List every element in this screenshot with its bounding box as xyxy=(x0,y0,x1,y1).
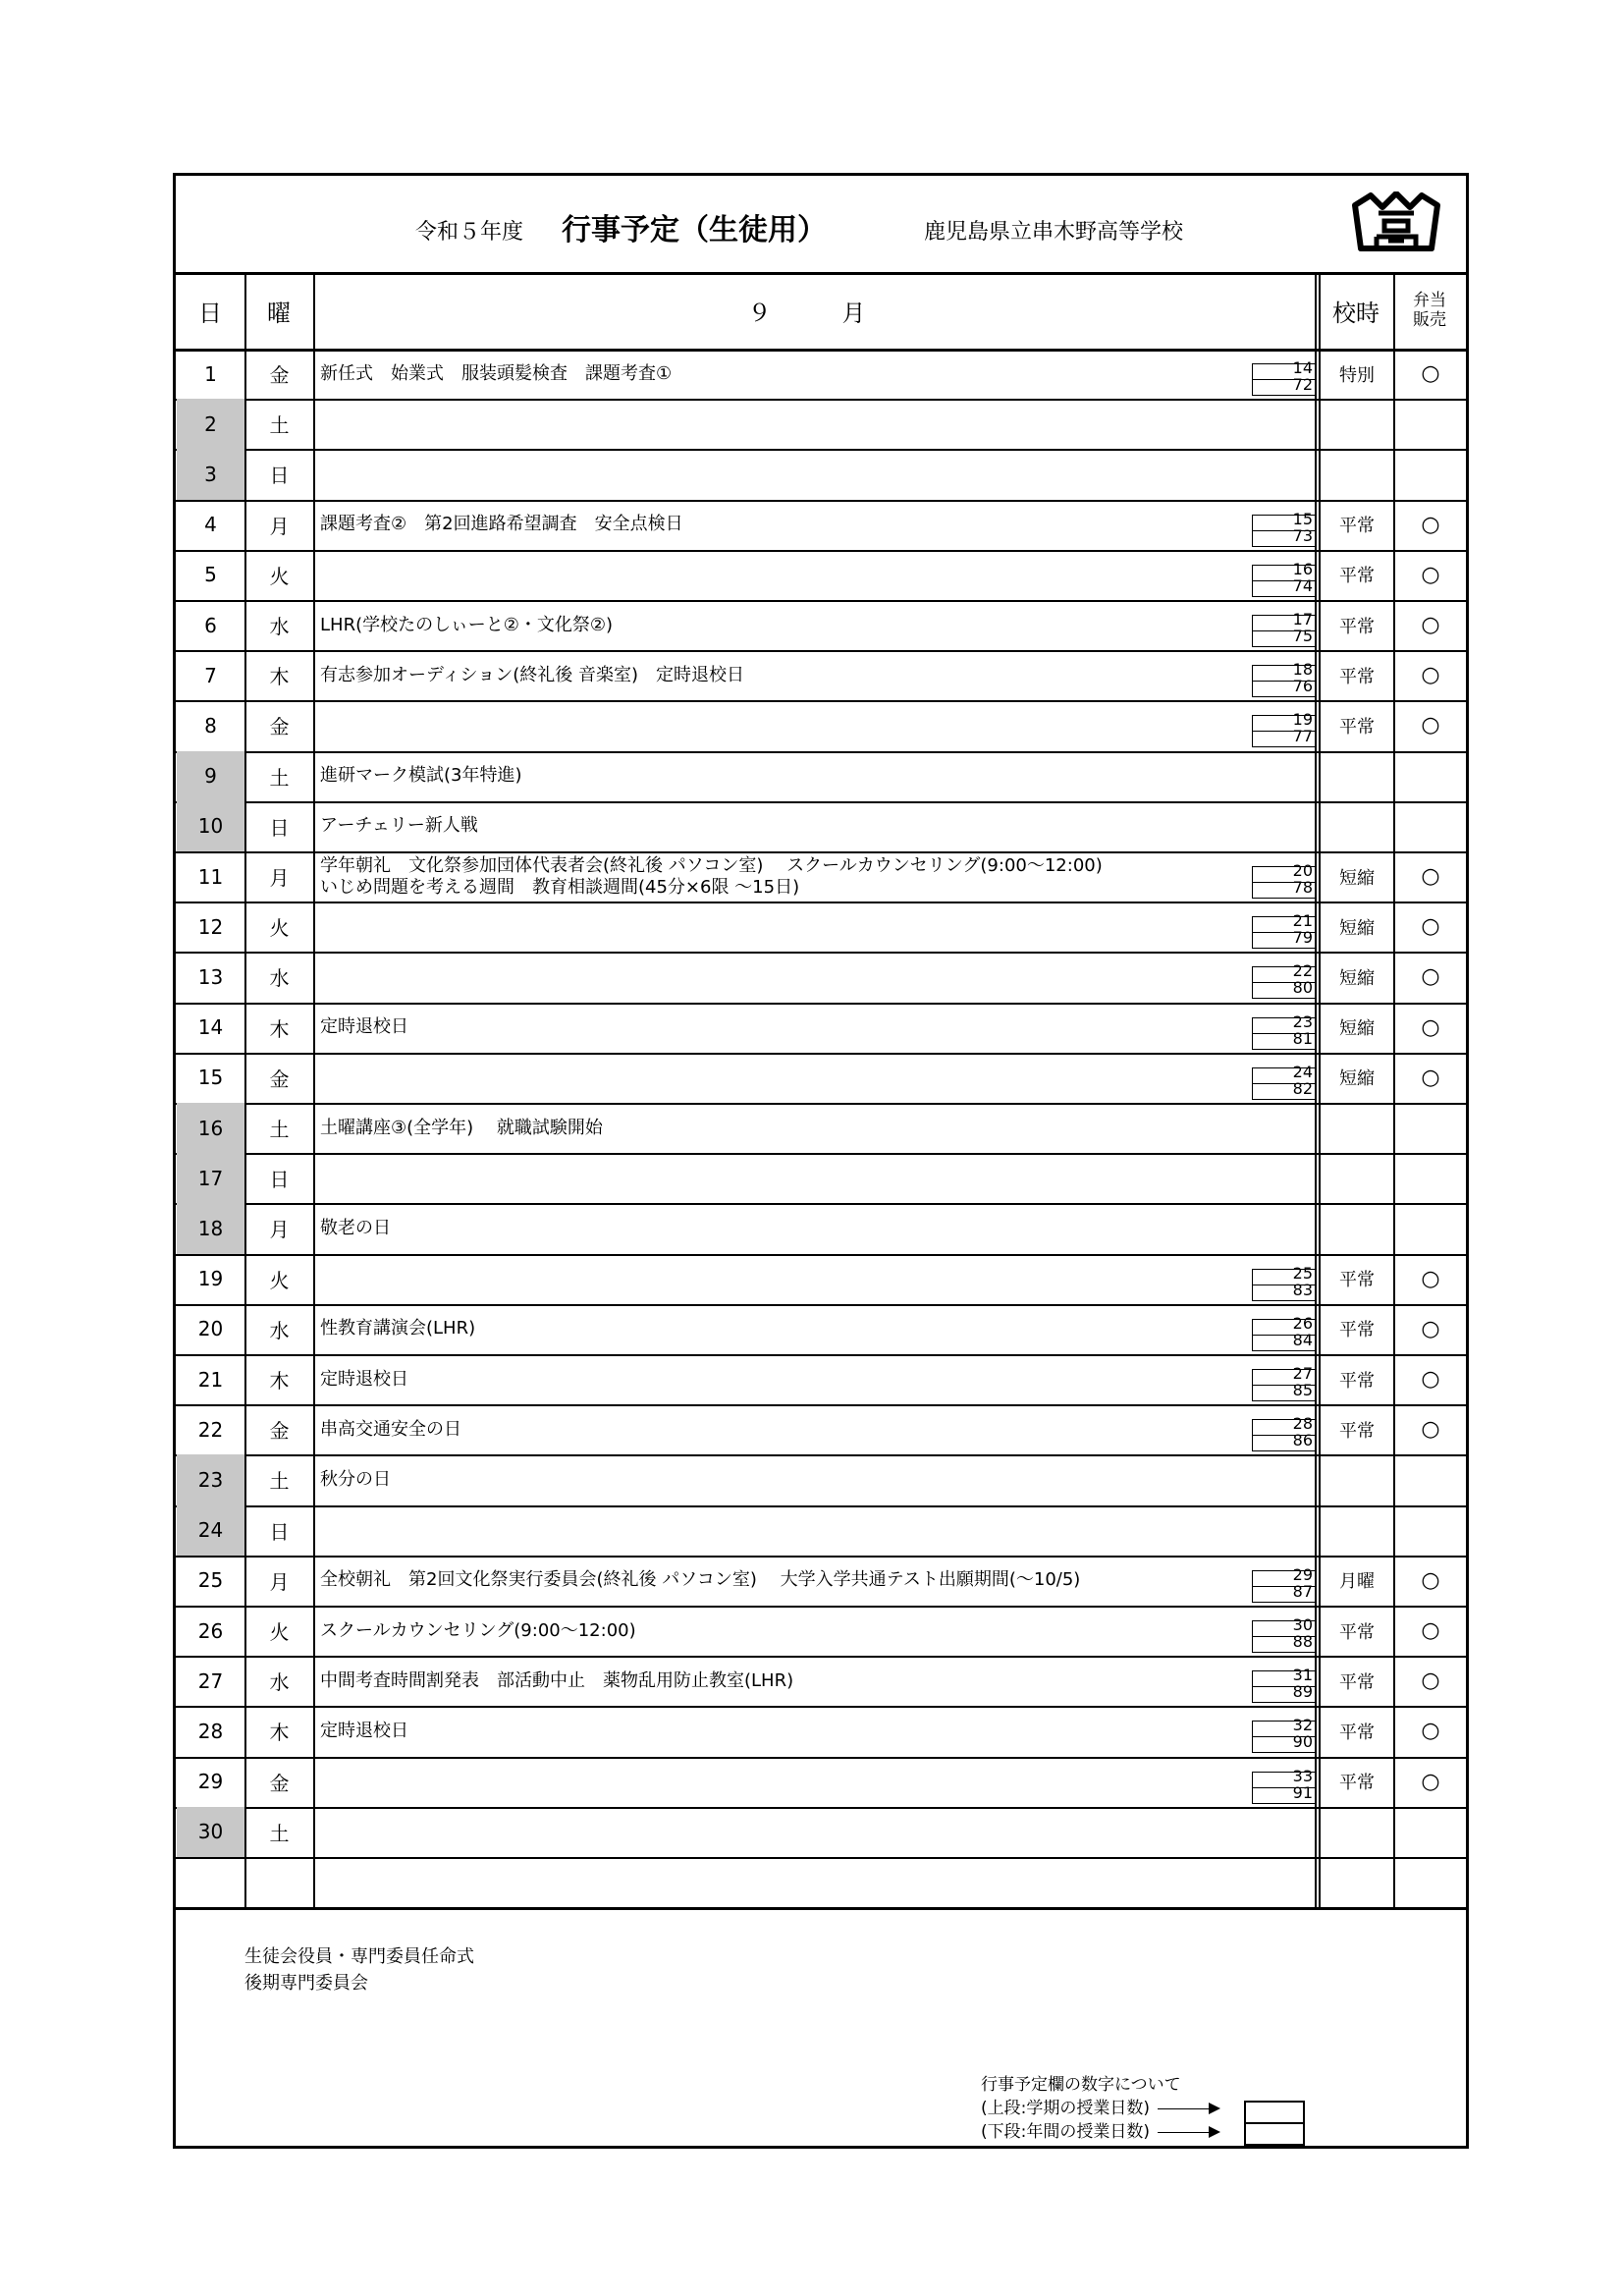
weekday-cell: 火 xyxy=(269,1268,290,1292)
year-lesson-days: 89 xyxy=(1292,1682,1313,1702)
bento-cell: ○ xyxy=(1421,562,1440,587)
term-lesson-days: 27 xyxy=(1292,1364,1313,1383)
event-text: スクールカウンセリング(9:00～12:00) xyxy=(320,1619,636,1641)
header-weekday: 曜 xyxy=(267,299,291,327)
note-item: 生徒会役員・専門委員任命式 xyxy=(244,1946,474,1967)
event-cell xyxy=(314,1254,1315,1304)
schedule-cell: 月曜 xyxy=(1339,1571,1375,1593)
era-label: 令和５年度 xyxy=(415,220,524,245)
year-lesson-days: 73 xyxy=(1292,525,1313,545)
schedule-cell: 平常 xyxy=(1339,566,1375,587)
weekday-cell: 日 xyxy=(269,1519,290,1544)
day-cell: 22 xyxy=(197,1417,224,1442)
event-text: LHR(学校たのしぃーと②・文化祭②) xyxy=(320,614,614,635)
term-lesson-days: 29 xyxy=(1292,1564,1313,1584)
weekday-cell: 日 xyxy=(269,464,290,488)
bento-cell: ○ xyxy=(1421,512,1440,537)
event-text: 定時退校日 xyxy=(320,1720,408,1741)
event-cell xyxy=(314,1354,1315,1404)
lesson-day-counter xyxy=(1252,559,1317,598)
weekday-cell: 月 xyxy=(269,866,290,891)
bento-cell: ○ xyxy=(1421,1618,1440,1644)
schedule-cell: 平常 xyxy=(1339,1773,1375,1794)
bento-cell: ○ xyxy=(1421,713,1440,738)
page-title: 行事予定（生徒用） xyxy=(562,213,827,247)
lesson-day-counter xyxy=(1252,1011,1317,1051)
title-bar xyxy=(176,176,1466,272)
event-cell xyxy=(314,751,1315,801)
event-cell xyxy=(314,500,1315,550)
event-text: 有志参加オーディション(終礼後 音楽室) 定時退校日 xyxy=(320,664,744,685)
day-cell: 11 xyxy=(197,864,224,889)
day-cell: 27 xyxy=(197,1668,224,1693)
lesson-day-counter xyxy=(1252,509,1317,548)
year-lesson-days: 90 xyxy=(1292,1732,1313,1752)
bento-cell: ○ xyxy=(1421,361,1440,387)
lesson-day-counter xyxy=(1252,1414,1317,1452)
schedule-cell: 短縮 xyxy=(1339,1018,1375,1040)
event-cell xyxy=(314,1706,1315,1756)
term-lesson-days: 28 xyxy=(1292,1414,1313,1434)
schedule-cell: 平常 xyxy=(1339,716,1375,738)
year-lesson-days: 78 xyxy=(1292,878,1313,897)
event-text: 課題考査② 第2回進路希望調査 安全点検日 xyxy=(320,514,683,535)
event-cell xyxy=(314,952,1315,1002)
lesson-day-counter xyxy=(1252,1062,1317,1101)
day-cell: 24 xyxy=(177,1505,244,1556)
term-lesson-days: 31 xyxy=(1292,1666,1313,1685)
weekday-cell: 金 xyxy=(269,363,290,388)
schedule-cell xyxy=(1321,1103,1393,1153)
schedule-cell: 短縮 xyxy=(1339,967,1375,989)
bento-cell: ○ xyxy=(1421,1567,1440,1593)
day-cell: 13 xyxy=(197,964,224,989)
term-lesson-days: 21 xyxy=(1292,911,1313,931)
schedule-cell xyxy=(1321,801,1393,851)
event-cell xyxy=(314,700,1315,750)
day-cell: 19 xyxy=(197,1267,224,1291)
bento-cell: ○ xyxy=(1421,613,1440,638)
day-cell: 17 xyxy=(177,1153,244,1203)
weekday-cell: 金 xyxy=(269,1066,290,1091)
weekday-cell: 水 xyxy=(269,966,290,991)
schedule-cell: 特別 xyxy=(1339,364,1375,386)
bento-cell xyxy=(1395,1153,1466,1203)
day-cell: 2 xyxy=(177,399,244,449)
day-cell: 30 xyxy=(177,1807,244,1857)
day-cell: 16 xyxy=(177,1103,244,1153)
schedule-cell: 平常 xyxy=(1339,666,1375,687)
bento-cell: ○ xyxy=(1421,1065,1440,1090)
weekday-cell: 金 xyxy=(269,1419,290,1444)
lesson-day-counter xyxy=(1252,1564,1317,1604)
schedule-cell: 短縮 xyxy=(1339,1068,1375,1090)
schedule-cell: 平常 xyxy=(1339,516,1375,537)
bento-cell xyxy=(1395,1103,1466,1153)
bento-cell xyxy=(1395,751,1466,801)
year-lesson-days: 88 xyxy=(1292,1632,1313,1651)
schedule-sheet xyxy=(173,173,1469,2149)
school-emblem-icon xyxy=(1349,191,1443,258)
bento-cell: ○ xyxy=(1421,914,1440,940)
event-cell xyxy=(314,851,1315,902)
weekday-cell xyxy=(245,1857,313,1907)
weekday-cell: 水 xyxy=(269,1670,290,1695)
day-cell xyxy=(177,1857,244,1907)
header-bento-line2: 販売 xyxy=(1413,310,1446,330)
legend-upper: (上段:学期の授業日数) xyxy=(981,2099,1150,2118)
schedule-cell xyxy=(1321,1203,1393,1253)
event-cell xyxy=(314,650,1315,700)
event-text: 串高交通安全の日 xyxy=(320,1418,461,1440)
lesson-day-counter xyxy=(1252,911,1317,950)
weekday-cell: 木 xyxy=(269,1721,290,1745)
lesson-day-counter xyxy=(1252,861,1317,900)
term-lesson-days: 32 xyxy=(1292,1716,1313,1735)
event-cell xyxy=(314,1757,1315,1807)
legend-count-box xyxy=(1244,2101,1305,2146)
event-cell xyxy=(314,1857,1315,1907)
bento-cell xyxy=(1395,449,1466,499)
event-text: 進研マーク模試(3年特進) xyxy=(320,765,522,787)
bento-cell xyxy=(1395,399,1466,449)
event-cell xyxy=(314,1103,1315,1153)
schedule-cell: 短縮 xyxy=(1339,917,1375,939)
event-text: いじめ問題を考える週間 教育相談週間(45分×6限 ～15日) xyxy=(320,876,800,898)
note-item: 後期専門委員会 xyxy=(244,1973,368,1994)
weekday-cell: 土 xyxy=(269,413,290,438)
event-text: 学年朝礼 文化祭参加団体代表者会(終礼後 パソコン室) スクールカウンセリング(9:00～12:00) xyxy=(320,854,1103,876)
event-text: 定時退校日 xyxy=(320,1016,408,1038)
bento-cell xyxy=(1395,1454,1466,1504)
bento-cell xyxy=(1395,1203,1466,1253)
lesson-day-counter xyxy=(1252,1766,1317,1805)
term-lesson-days: 26 xyxy=(1292,1313,1313,1333)
weekday-cell: 月 xyxy=(269,514,290,538)
year-lesson-days: 75 xyxy=(1292,627,1313,645)
schedule-cell: 平常 xyxy=(1339,1621,1375,1643)
year-lesson-days: 77 xyxy=(1292,727,1313,746)
lesson-day-counter xyxy=(1252,1716,1317,1754)
bento-cell xyxy=(1395,1807,1466,1857)
day-cell: 8 xyxy=(204,713,217,738)
schedule-cell: 平常 xyxy=(1339,1420,1375,1442)
term-lesson-days: 15 xyxy=(1292,509,1313,528)
bento-cell: ○ xyxy=(1421,1769,1440,1794)
header-month: ９ 月 xyxy=(747,299,866,327)
event-cell xyxy=(314,1053,1315,1103)
schedule-cell xyxy=(1321,751,1393,801)
term-lesson-days: 17 xyxy=(1292,610,1313,629)
year-lesson-days: 82 xyxy=(1292,1078,1313,1098)
bento-cell: ○ xyxy=(1421,1266,1440,1291)
day-cell: 15 xyxy=(197,1066,224,1090)
year-lesson-days: 84 xyxy=(1292,1330,1313,1349)
year-lesson-days: 86 xyxy=(1292,1431,1313,1450)
event-cell xyxy=(314,902,1315,952)
term-lesson-days: 14 xyxy=(1292,358,1313,377)
header-bento xyxy=(1393,272,1466,349)
bento-cell: ○ xyxy=(1421,1417,1440,1443)
year-lesson-days: 87 xyxy=(1292,1581,1313,1601)
day-cell: 26 xyxy=(197,1618,224,1643)
year-lesson-days: 79 xyxy=(1292,928,1313,948)
bento-cell xyxy=(1395,1857,1466,1907)
lesson-day-counter xyxy=(1252,1313,1317,1352)
event-cell xyxy=(314,801,1315,851)
weekday-cell: 水 xyxy=(269,1318,290,1342)
weekday-cell: 土 xyxy=(269,1821,290,1845)
event-cell xyxy=(314,349,1315,399)
schedule-cell xyxy=(1321,1454,1393,1504)
legend-block xyxy=(981,2073,1218,2144)
term-lesson-days: 18 xyxy=(1292,660,1313,680)
event-cell xyxy=(314,1153,1315,1203)
bento-cell: ○ xyxy=(1421,964,1440,990)
bento-cell: ○ xyxy=(1421,1719,1440,1744)
weekday-cell: 金 xyxy=(269,715,290,739)
day-cell: 6 xyxy=(204,613,217,637)
day-cell: 10 xyxy=(177,801,244,851)
day-cell: 3 xyxy=(177,449,244,499)
header-bento-line1: 弁当 xyxy=(1413,291,1446,310)
weekday-cell: 金 xyxy=(269,1771,290,1795)
day-cell: 28 xyxy=(197,1719,224,1743)
weekday-cell: 木 xyxy=(269,665,290,689)
weekday-cell: 日 xyxy=(269,1168,290,1192)
lesson-day-counter xyxy=(1252,961,1317,1000)
weekday-cell: 火 xyxy=(269,564,290,588)
event-cell xyxy=(314,1304,1315,1354)
lesson-day-counter xyxy=(1252,1364,1317,1402)
day-cell: 7 xyxy=(204,663,217,687)
event-text: 性教育講演会(LHR) xyxy=(320,1318,476,1339)
event-text: 秋分の日 xyxy=(320,1468,391,1490)
bento-cell: ○ xyxy=(1421,1316,1440,1341)
header-schedule: 校時 xyxy=(1332,299,1380,327)
year-lesson-days: 83 xyxy=(1292,1280,1313,1299)
day-cell: 18 xyxy=(177,1203,244,1253)
year-lesson-days: 81 xyxy=(1292,1028,1313,1048)
schedule-cell: 平常 xyxy=(1339,1370,1375,1392)
lesson-day-counter xyxy=(1252,1615,1317,1654)
term-lesson-days: 30 xyxy=(1292,1615,1313,1634)
day-cell: 29 xyxy=(197,1770,224,1794)
lesson-day-counter xyxy=(1252,1263,1317,1302)
weekday-cell: 土 xyxy=(269,1118,290,1142)
school-name: 鹿児島県立串木野高等学校 xyxy=(924,220,1184,245)
event-cell xyxy=(314,550,1315,600)
term-lesson-days: 33 xyxy=(1292,1766,1313,1785)
term-lesson-days: 20 xyxy=(1292,861,1313,880)
weekday-cell: 火 xyxy=(269,1620,290,1645)
day-cell: 20 xyxy=(197,1317,224,1341)
schedule-cell xyxy=(1321,1505,1393,1556)
schedule-cell: 短縮 xyxy=(1339,867,1375,889)
schedule-cell xyxy=(1321,449,1393,499)
day-cell: 9 xyxy=(177,751,244,801)
year-lesson-days: 91 xyxy=(1292,1782,1313,1802)
term-lesson-days: 25 xyxy=(1292,1263,1313,1283)
day-cell: 4 xyxy=(204,513,217,537)
schedule-cell xyxy=(1321,1857,1393,1907)
term-lesson-days: 19 xyxy=(1292,710,1313,730)
event-cell xyxy=(314,1656,1315,1706)
lesson-day-counter xyxy=(1252,358,1317,397)
schedule-cell: 平常 xyxy=(1339,1722,1375,1743)
event-text: 土曜講座③(全学年) 就職試験開始 xyxy=(320,1117,603,1138)
weekday-cell: 月 xyxy=(269,1218,290,1242)
schedule-cell: 平常 xyxy=(1339,1320,1375,1341)
bento-cell xyxy=(1395,1505,1466,1556)
event-text: 中間考査時間割発表 部活動中止 薬物乱用防止教室(LHR) xyxy=(320,1669,794,1691)
header-day: 日 xyxy=(198,299,222,327)
event-text: 定時退校日 xyxy=(320,1368,408,1390)
weekday-cell: 日 xyxy=(269,815,290,840)
weekday-cell: 土 xyxy=(269,1469,290,1494)
year-lesson-days: 80 xyxy=(1292,978,1313,998)
day-cell: 25 xyxy=(197,1568,224,1593)
lesson-day-counter xyxy=(1252,710,1317,748)
year-lesson-days: 72 xyxy=(1292,375,1313,394)
year-lesson-days: 74 xyxy=(1292,575,1313,595)
event-cell xyxy=(314,1454,1315,1504)
event-cell xyxy=(314,600,1315,650)
event-cell xyxy=(314,1505,1315,1556)
event-cell xyxy=(314,449,1315,499)
lesson-day-counter xyxy=(1252,1666,1317,1704)
event-text: 敬老の日 xyxy=(320,1217,391,1238)
lesson-day-counter xyxy=(1252,610,1317,648)
day-cell: 1 xyxy=(204,361,217,386)
bento-cell: ○ xyxy=(1421,864,1440,890)
bento-cell: ○ xyxy=(1421,1668,1440,1694)
year-lesson-days: 85 xyxy=(1292,1381,1313,1399)
term-lesson-days: 24 xyxy=(1292,1062,1313,1081)
bento-cell: ○ xyxy=(1421,1014,1440,1040)
term-lesson-days: 16 xyxy=(1292,559,1313,578)
day-cell: 14 xyxy=(197,1015,224,1040)
schedule-cell xyxy=(1321,1153,1393,1203)
event-cell xyxy=(314,1807,1315,1857)
event-cell xyxy=(314,1404,1315,1454)
schedule-cell: 平常 xyxy=(1339,1671,1375,1693)
legend-lower: (下段:年間の授業日数) xyxy=(981,2122,1150,2142)
schedule-cell: 平常 xyxy=(1339,1270,1375,1291)
event-text: 新任式 始業式 服装頭髪検査 課題考査① xyxy=(320,362,673,384)
arrow-icon xyxy=(1158,2108,1218,2109)
weekday-cell: 木 xyxy=(269,1016,290,1041)
notes-block xyxy=(244,1943,474,1996)
event-cell xyxy=(314,1556,1315,1606)
weekday-cell: 水 xyxy=(269,615,290,639)
term-lesson-days: 22 xyxy=(1292,961,1313,981)
weekday-cell: 月 xyxy=(269,1569,290,1594)
day-cell: 21 xyxy=(197,1367,224,1392)
weekday-cell: 火 xyxy=(269,916,290,941)
schedule-cell xyxy=(1321,399,1393,449)
day-cell: 12 xyxy=(197,914,224,939)
day-cell: 5 xyxy=(204,563,217,587)
weekday-cell: 木 xyxy=(269,1369,290,1394)
event-cell xyxy=(314,1003,1315,1053)
schedule-cell xyxy=(1321,1807,1393,1857)
schedule-cell: 平常 xyxy=(1339,616,1375,637)
arrow-icon xyxy=(1158,2132,1218,2133)
event-cell xyxy=(314,399,1315,449)
event-cell xyxy=(314,1606,1315,1656)
term-lesson-days: 23 xyxy=(1292,1011,1313,1031)
event-cell xyxy=(314,1203,1315,1253)
event-text: 全校朝礼 第2回文化祭実行委員会(終礼後 パソコン室) 大学入学共通テスト出願期間(～10/5) xyxy=(320,1569,1081,1591)
lesson-day-counter xyxy=(1252,660,1317,698)
legend-title: 行事予定欄の数字について xyxy=(981,2075,1181,2095)
event-text: アーチェリー新人戦 xyxy=(320,815,478,837)
bento-cell: ○ xyxy=(1421,663,1440,688)
day-cell: 23 xyxy=(177,1454,244,1504)
weekday-cell: 土 xyxy=(269,765,290,790)
bento-cell: ○ xyxy=(1421,1367,1440,1393)
bento-cell xyxy=(1395,801,1466,851)
year-lesson-days: 76 xyxy=(1292,677,1313,696)
